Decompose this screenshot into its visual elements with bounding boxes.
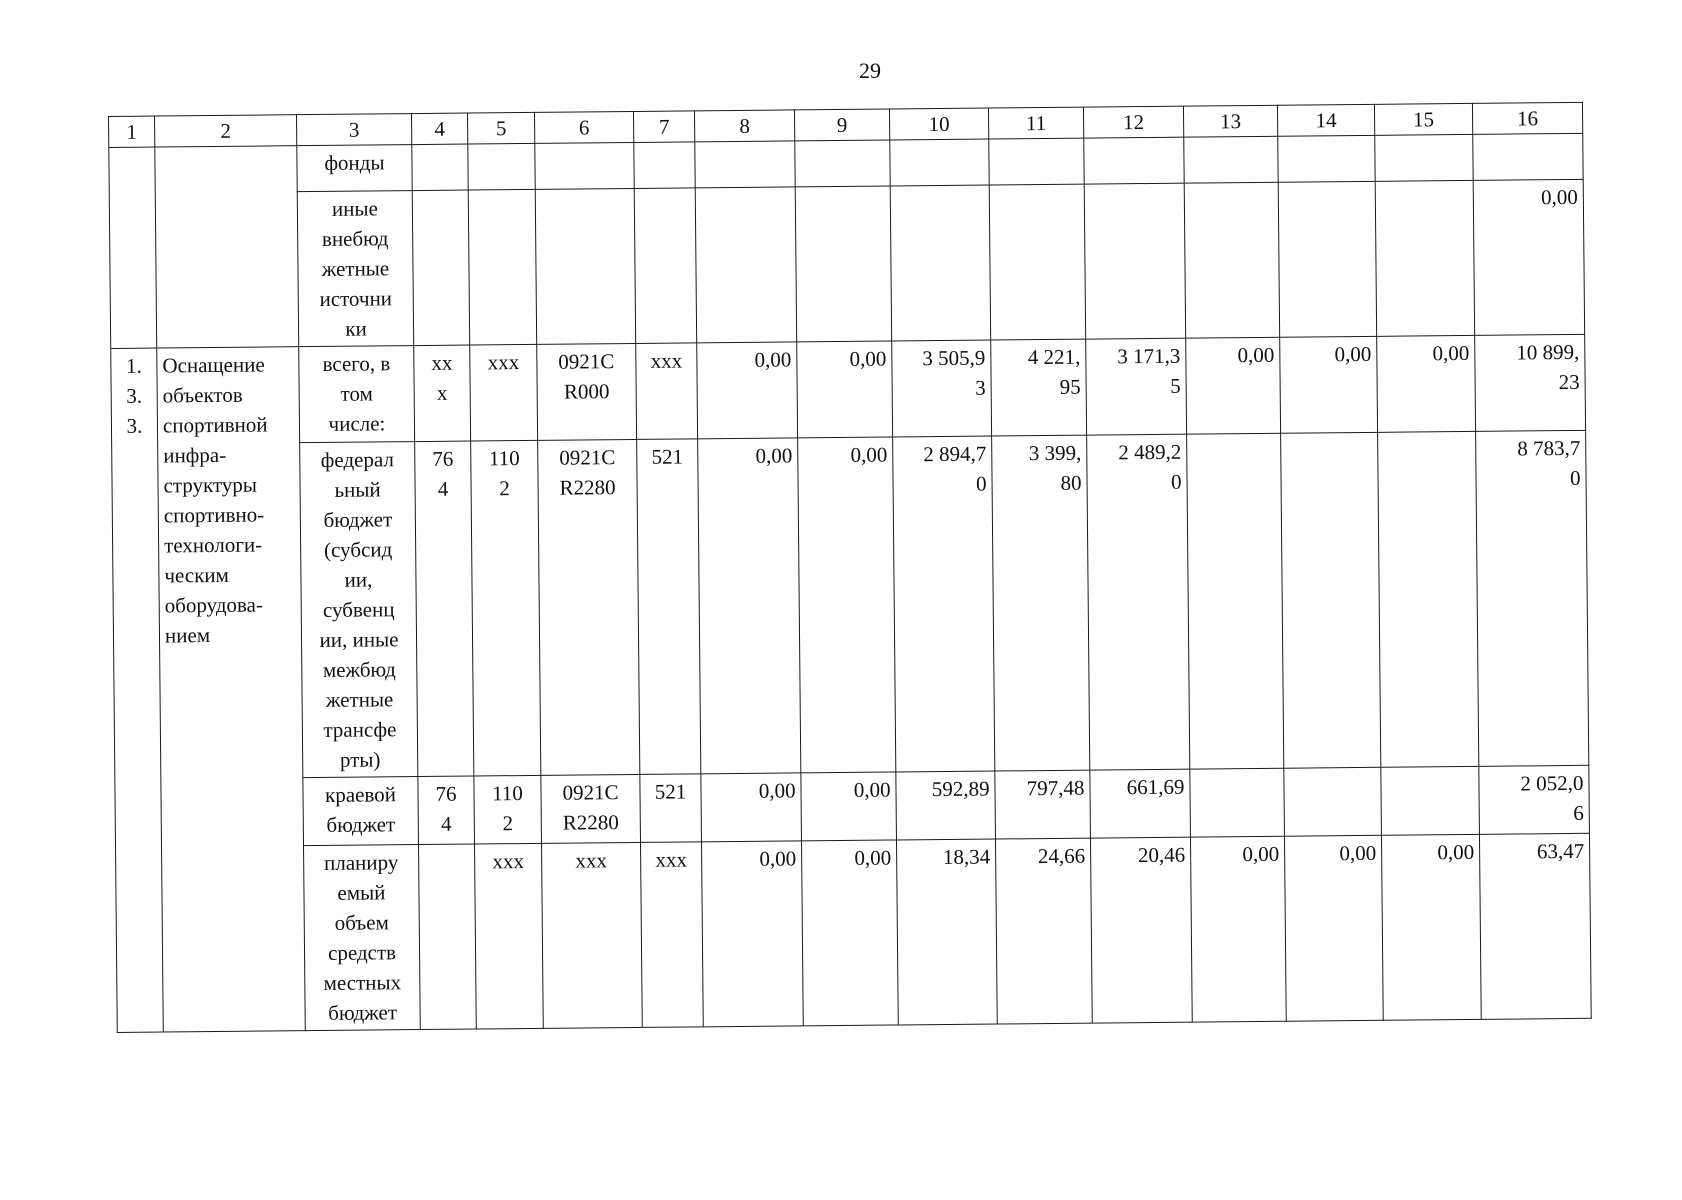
table-cell [1084, 137, 1184, 184]
total-cell: 2 052,0 6 [1479, 765, 1590, 834]
table-cell [695, 141, 795, 188]
table-cell [795, 186, 891, 342]
table-cell [795, 140, 890, 187]
header-cell-15: 15 [1374, 103, 1472, 135]
header-cell-11: 11 [988, 107, 1083, 139]
table-cell [1375, 180, 1474, 336]
amount-cell: 4 221, 95 [991, 339, 1087, 436]
code-cell: 110 2 [474, 775, 542, 844]
amount-cell: 0,00 [1284, 835, 1383, 1021]
amount-cell: 18,34 [896, 839, 997, 1025]
table-cell [1278, 181, 1376, 337]
total-cell: 10 899, 23 [1475, 334, 1586, 431]
amount-cell: 3 171,3 5 [1086, 338, 1187, 435]
table-row-total [111, 334, 1586, 444]
table-row-federal [112, 430, 1589, 779]
amount-cell: 797,48 [995, 770, 1091, 839]
header-cell-3: 3 [296, 114, 411, 146]
amount-cell: 0,00 [697, 342, 798, 439]
table-cell [468, 143, 535, 190]
item-number: 1. 3. 3. [111, 348, 164, 1032]
item-name: Оснащение объектов спортивной инфра- структуры спортивно- технологи- ческим оборудова- нием [157, 347, 306, 1032]
header-cell-5: 5 [467, 112, 534, 144]
header-cell-9: 9 [794, 109, 889, 141]
amount-cell: 592,89 [896, 771, 996, 840]
code-cell: ххх [542, 842, 643, 1028]
total-cell: 63,47 [1479, 833, 1591, 1019]
amount-cell: 0,00 [1381, 834, 1481, 1020]
amount-cell: 0,00 [798, 437, 896, 773]
carry-cell-1 [109, 147, 157, 348]
code-cell: 0921С R000 [537, 343, 637, 440]
table-cell [1278, 135, 1375, 182]
code-cell: 0921С R2280 [541, 774, 641, 843]
table-cell [468, 189, 536, 345]
amount-cell: 0,00 [797, 341, 893, 438]
code-cell [419, 844, 477, 1030]
table-row-local [116, 833, 1592, 1032]
table-cell [695, 187, 796, 343]
table-cell [1473, 133, 1583, 180]
code-cell: ххх [475, 843, 544, 1029]
table-cell [535, 188, 635, 344]
table-cell [412, 190, 469, 346]
amount-cell: 2 894,7 0 [893, 436, 995, 772]
source-label-cell: краевой бюджет [303, 777, 419, 846]
amount-cell: 0,00 [1280, 336, 1378, 433]
source-label-cell: федерал ьный бюджет (субсид ии, субвенц ии, иные межбюд жетные трансфе рты) [300, 442, 418, 778]
code-cell: 0921С R2280 [538, 439, 640, 775]
amount-cell: 20,46 [1090, 837, 1192, 1023]
amount-cell: 0,00 [701, 841, 803, 1027]
header-cell-2: 2 [155, 115, 297, 147]
code-cell: ххх [640, 842, 703, 1028]
header-cell-16: 16 [1472, 102, 1582, 134]
table-cell [412, 144, 468, 191]
amount-cell [1190, 768, 1285, 837]
amount-cell [1378, 431, 1479, 767]
total-cell: 0,00 [1473, 179, 1584, 335]
amount-cell: 0,00 [801, 772, 897, 841]
header-cell-6: 6 [534, 111, 633, 143]
table-row-inye [109, 179, 1584, 348]
code-cell: 110 2 [471, 440, 541, 776]
table-cell [535, 142, 634, 189]
code-cell: ххх [636, 343, 698, 440]
amount-cell [1187, 433, 1284, 769]
amount-cell: 0,00 [1186, 337, 1281, 434]
amount-cell: 3 399, 80 [992, 435, 1090, 771]
header-cell-8: 8 [694, 110, 794, 142]
carry-cell-2 [155, 146, 299, 348]
table-cell [634, 188, 696, 344]
header-cell-14: 14 [1277, 104, 1374, 136]
amount-cell: 661,69 [1090, 769, 1191, 838]
source-label-cell: иные внебюд жетные источни ки [297, 191, 413, 347]
header-cell-10: 10 [889, 108, 988, 140]
table-cell [989, 138, 1084, 185]
source-label-cell: всего, в том числе: [299, 346, 415, 443]
table-cell [1375, 134, 1473, 181]
table-cell [1084, 183, 1185, 339]
amount-cell [1381, 766, 1480, 835]
amount-cell: 0,00 [1190, 836, 1286, 1022]
amount-cell: 3 505,9 3 [892, 340, 992, 437]
table-cell [1184, 136, 1278, 183]
amount-cell: 0,00 [1377, 335, 1476, 432]
amount-cell: 0,00 [701, 773, 802, 842]
amount-cell: 0,00 [698, 438, 801, 774]
page-number: 29 [859, 58, 881, 83]
code-cell: 76 4 [415, 441, 474, 777]
code-cell: 521 [637, 439, 701, 775]
source-label-cell: фонды [297, 145, 412, 192]
source-label-cell: планиру емый объем средств местных бюджет [304, 845, 421, 1031]
code-cell: хх х [414, 345, 471, 442]
header-cell-4: 4 [411, 113, 467, 145]
header-cell-13: 13 [1183, 105, 1277, 137]
amount-cell [1281, 432, 1381, 768]
amount-cell [1284, 767, 1382, 836]
code-cell: 76 4 [418, 776, 475, 845]
code-cell: ххх [470, 344, 538, 441]
table-cell [1184, 182, 1279, 338]
table-cell [634, 142, 695, 189]
table-cell [890, 139, 989, 186]
amount-cell: 24,66 [995, 838, 1092, 1024]
amount-cell: 2 489,2 0 [1087, 434, 1190, 770]
header-cell-12: 12 [1083, 106, 1183, 138]
code-cell: 521 [640, 774, 702, 843]
total-cell: 8 783,7 0 [1476, 430, 1589, 766]
budget-table [108, 102, 1592, 1033]
header-cell-7: 7 [633, 111, 694, 143]
header-cell-1: 1 [109, 116, 155, 147]
table-cell [890, 185, 990, 341]
table-cell [989, 184, 1085, 340]
amount-cell: 0,00 [801, 840, 898, 1026]
